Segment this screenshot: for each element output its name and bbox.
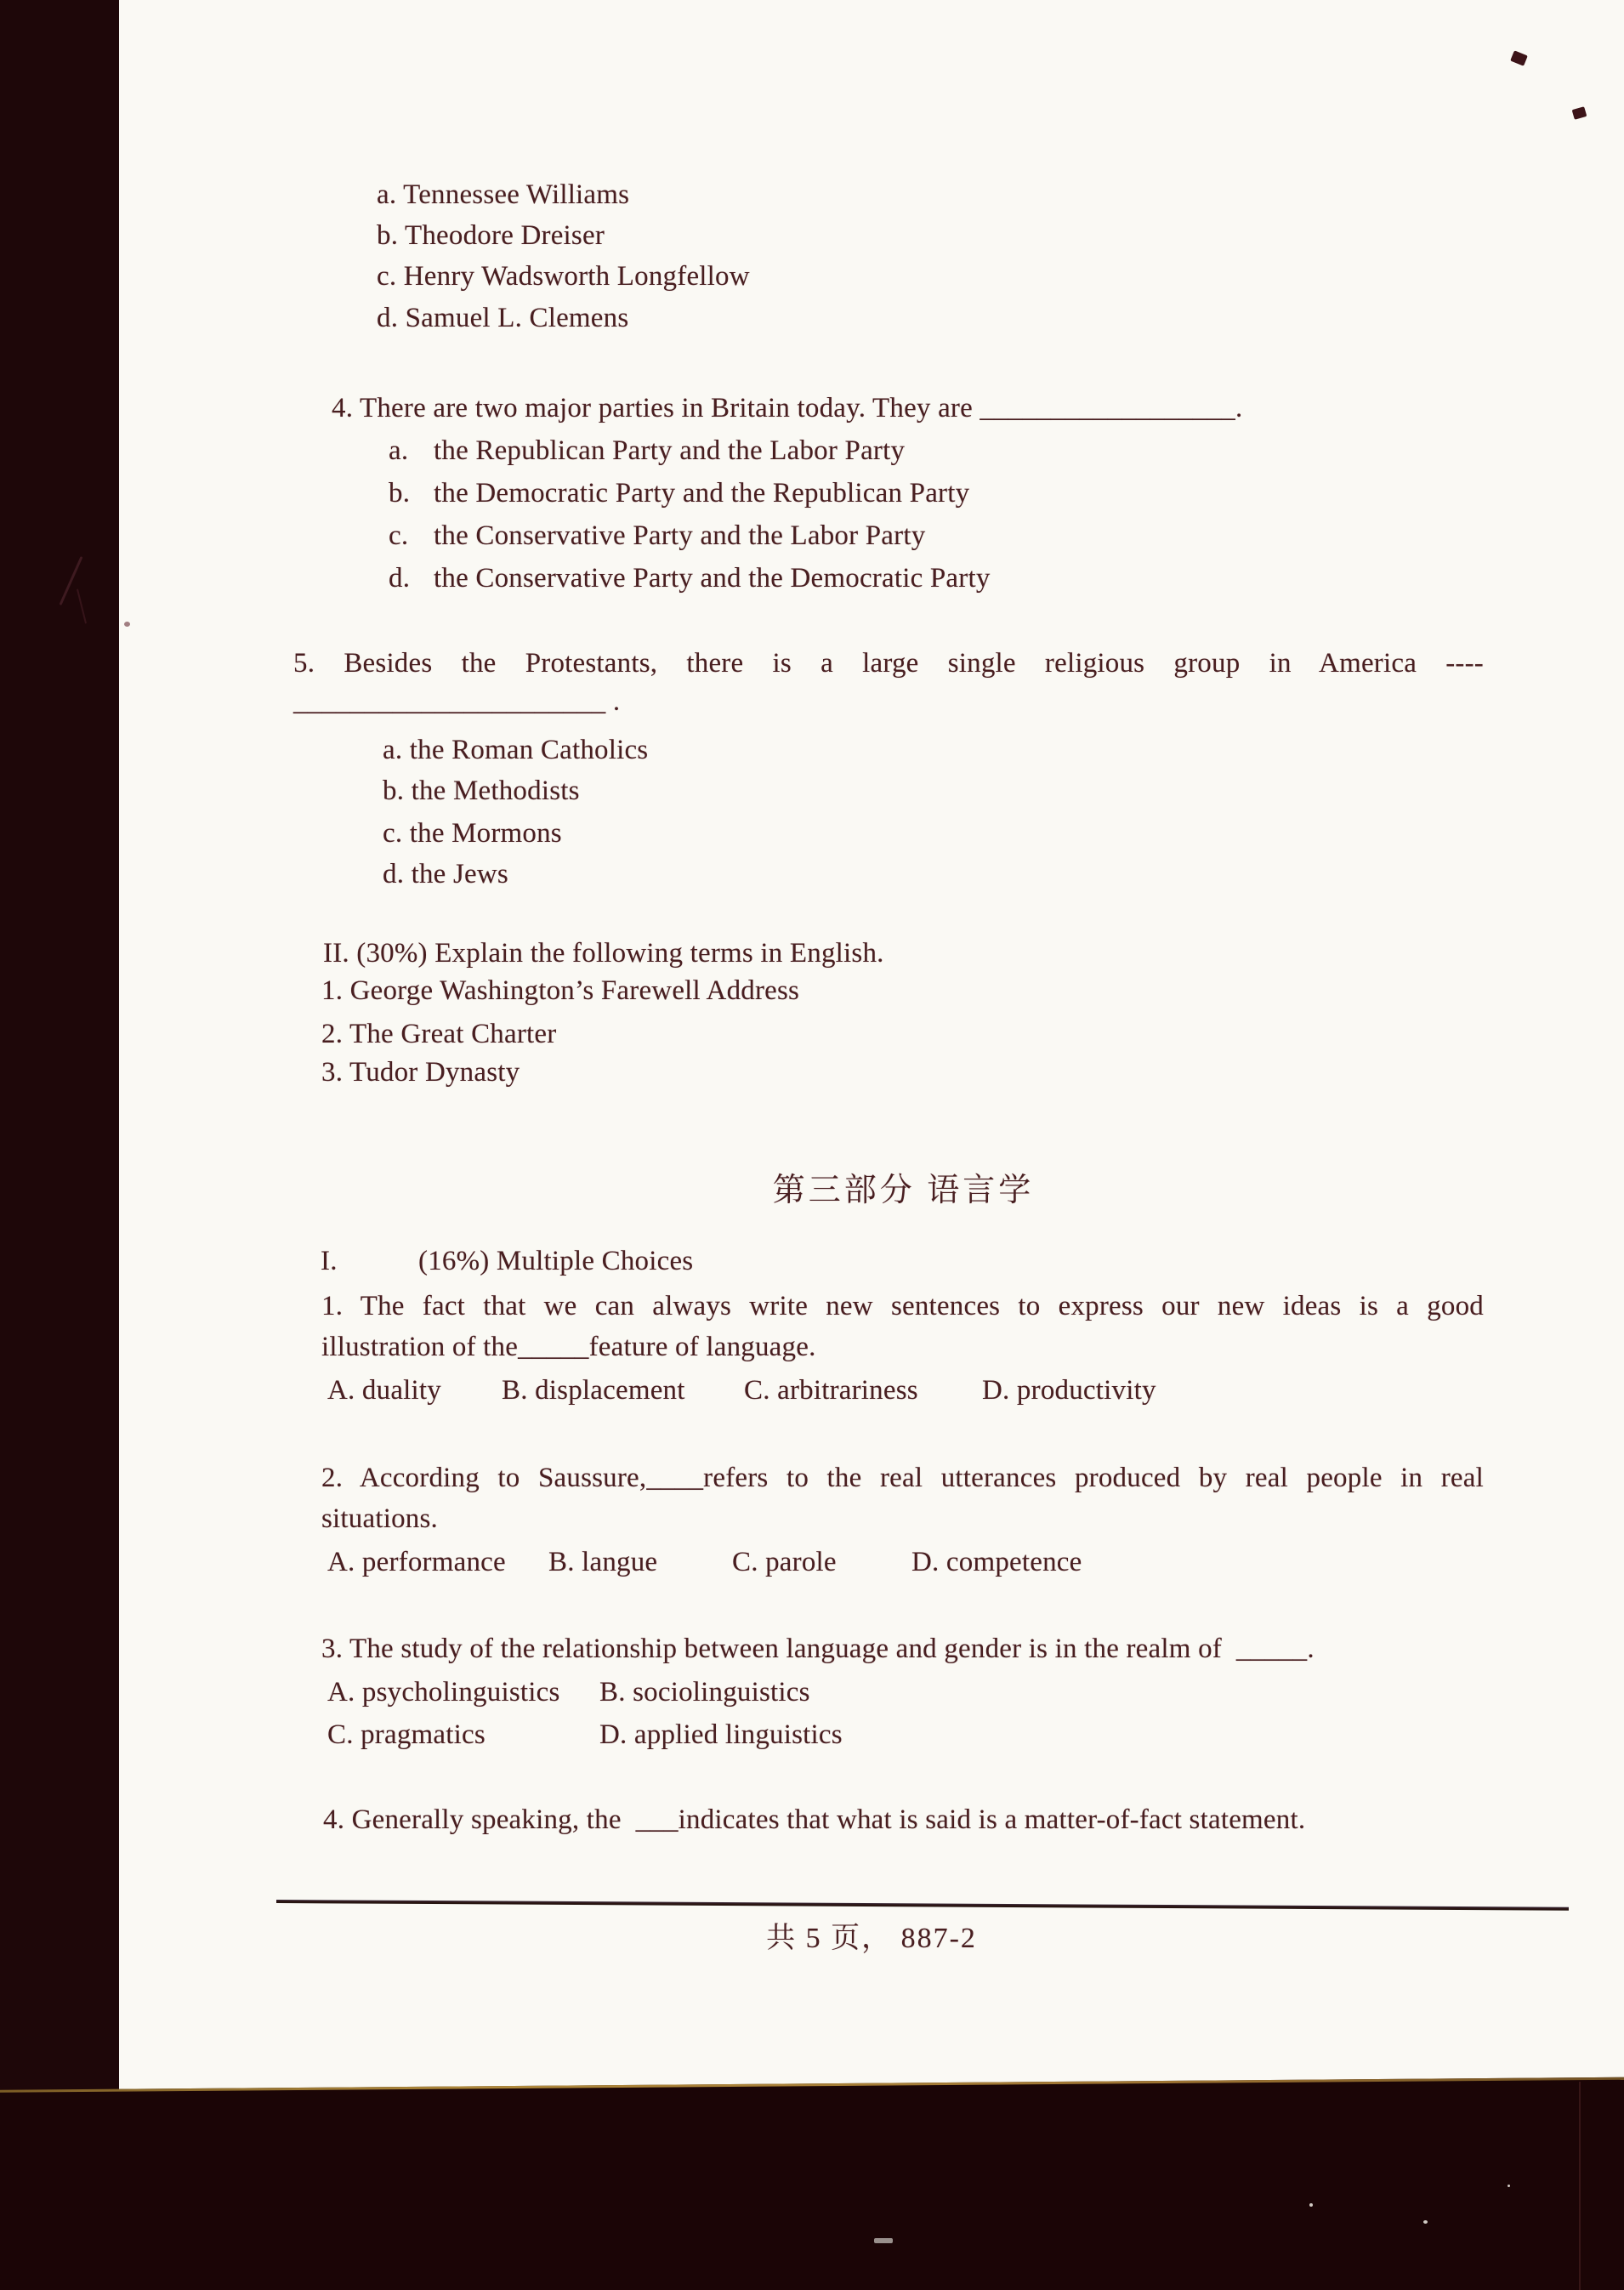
p3-q2-option-d: D. competence <box>911 1547 1082 1577</box>
scan-dark-border-left <box>0 0 119 2290</box>
p3-q4-line: 4. Generally speaking, the ___indicates that what is said is a matter-of-fact statement. <box>323 1804 1306 1835</box>
section2-item-3: 3. Tudor Dynasty <box>321 1057 520 1088</box>
q3-option-c: c. Henry Wadsworth Longfellow <box>377 261 750 292</box>
q5-option-c: c. the Mormons <box>383 818 562 849</box>
q4-question: 4. There are two major parties in Britain today. They are __________________. <box>332 393 1243 423</box>
dust-speck <box>1423 2220 1428 2224</box>
p3-q2-line1: 2. According to Saussure,____refers to the real utterances produced by real people in real <box>321 1463 1484 1493</box>
p3-q3-option-a: A. psycholinguistics <box>327 1677 560 1708</box>
q4-option-b <box>389 477 969 510</box>
q4-option-d <box>389 562 991 595</box>
q4-option-d-text: the Conservative Party and the Democratic Party <box>434 563 991 594</box>
q5-blank-line: ______________________ . <box>293 686 621 717</box>
section1-label: I. <box>321 1246 338 1276</box>
footer-page-label: 共 5 页， 887-2 <box>766 1923 977 1954</box>
section1-title: (16%) Multiple Choices <box>418 1246 694 1276</box>
q3-option-a: a. Tennessee Williams <box>377 179 630 210</box>
scan-light-mark <box>874 2238 893 2243</box>
section2-item-2: 2. The Great Charter <box>321 1019 557 1049</box>
q4-option-c-text: the Conservative Party and the Labor Party <box>434 520 926 551</box>
q5-question-line1: 5. Besides the Protestants, there is a large single religious group in America ---- <box>293 648 1484 679</box>
section1-heading <box>321 1245 693 1278</box>
section2-item-1: 1. George Washington’s Farewell Address <box>321 975 800 1006</box>
footer-rule <box>276 1900 1569 1911</box>
scan-faint-line <box>1579 2082 1581 2290</box>
p3-q1-option-c: C. arbitrariness <box>744 1375 918 1406</box>
p3-q1-line2: illustration of the_____feature of language. <box>321 1332 816 1362</box>
scan-edge-mark <box>124 622 130 627</box>
ink-speck <box>1572 106 1587 120</box>
p3-q3-option-b: B. sociolinguistics <box>599 1677 810 1708</box>
p3-q3-option-c: C. pragmatics <box>327 1719 485 1750</box>
q4-option-c-letter: c. <box>389 520 409 551</box>
section2-heading: II. (30%) Explain the following terms in English. <box>323 938 884 969</box>
q3-option-b: b. Theodore Dreiser <box>377 220 605 251</box>
p3-q1-line1: 1. The fact that we can always write new sentences to express our new ideas is a good <box>321 1291 1484 1321</box>
p3-q3-option-d: D. applied linguistics <box>599 1719 843 1750</box>
scan-dark-band-bottom <box>0 2077 1624 2290</box>
p3-q1-option-d: D. productivity <box>982 1375 1156 1406</box>
p3-q2-option-a: A. performance <box>327 1547 506 1577</box>
paper-bottom-edge-highlight <box>0 2077 1624 2093</box>
q4-option-b-letter: b. <box>389 478 411 509</box>
part3-heading: 第三部分 语言学 <box>772 1173 1035 1208</box>
q4-option-d-letter: d. <box>389 563 411 594</box>
q4-option-a-text: the Republican Party and the Labor Party <box>434 435 906 466</box>
q5-option-d: d. the Jews <box>383 859 508 889</box>
q5-option-b: b. the Methodists <box>383 776 580 806</box>
q4-option-c <box>389 520 925 553</box>
p3-q1-option-b: B. displacement <box>502 1375 685 1406</box>
q4-option-a-letter: a. <box>389 435 409 466</box>
q5-option-a: a. the Roman Catholics <box>383 735 649 765</box>
p3-q3-line1: 3. The study of the relationship between language and gender is in the realm of _____. <box>321 1634 1315 1664</box>
q3-option-d: d. Samuel L. Clemens <box>377 303 629 333</box>
ink-speck <box>1510 50 1528 65</box>
p3-q1-option-a: A. duality <box>327 1375 441 1406</box>
dust-speck <box>1508 2185 1510 2187</box>
q4-option-a <box>389 435 905 468</box>
p3-q2-option-c: C. parole <box>732 1547 837 1577</box>
q4-option-b-text: the Democratic Party and the Republican Party <box>434 478 970 509</box>
p3-q2-line2: situations. <box>321 1503 438 1534</box>
p3-q2-option-b: B. langue <box>548 1547 658 1577</box>
dust-speck <box>1309 2203 1313 2207</box>
